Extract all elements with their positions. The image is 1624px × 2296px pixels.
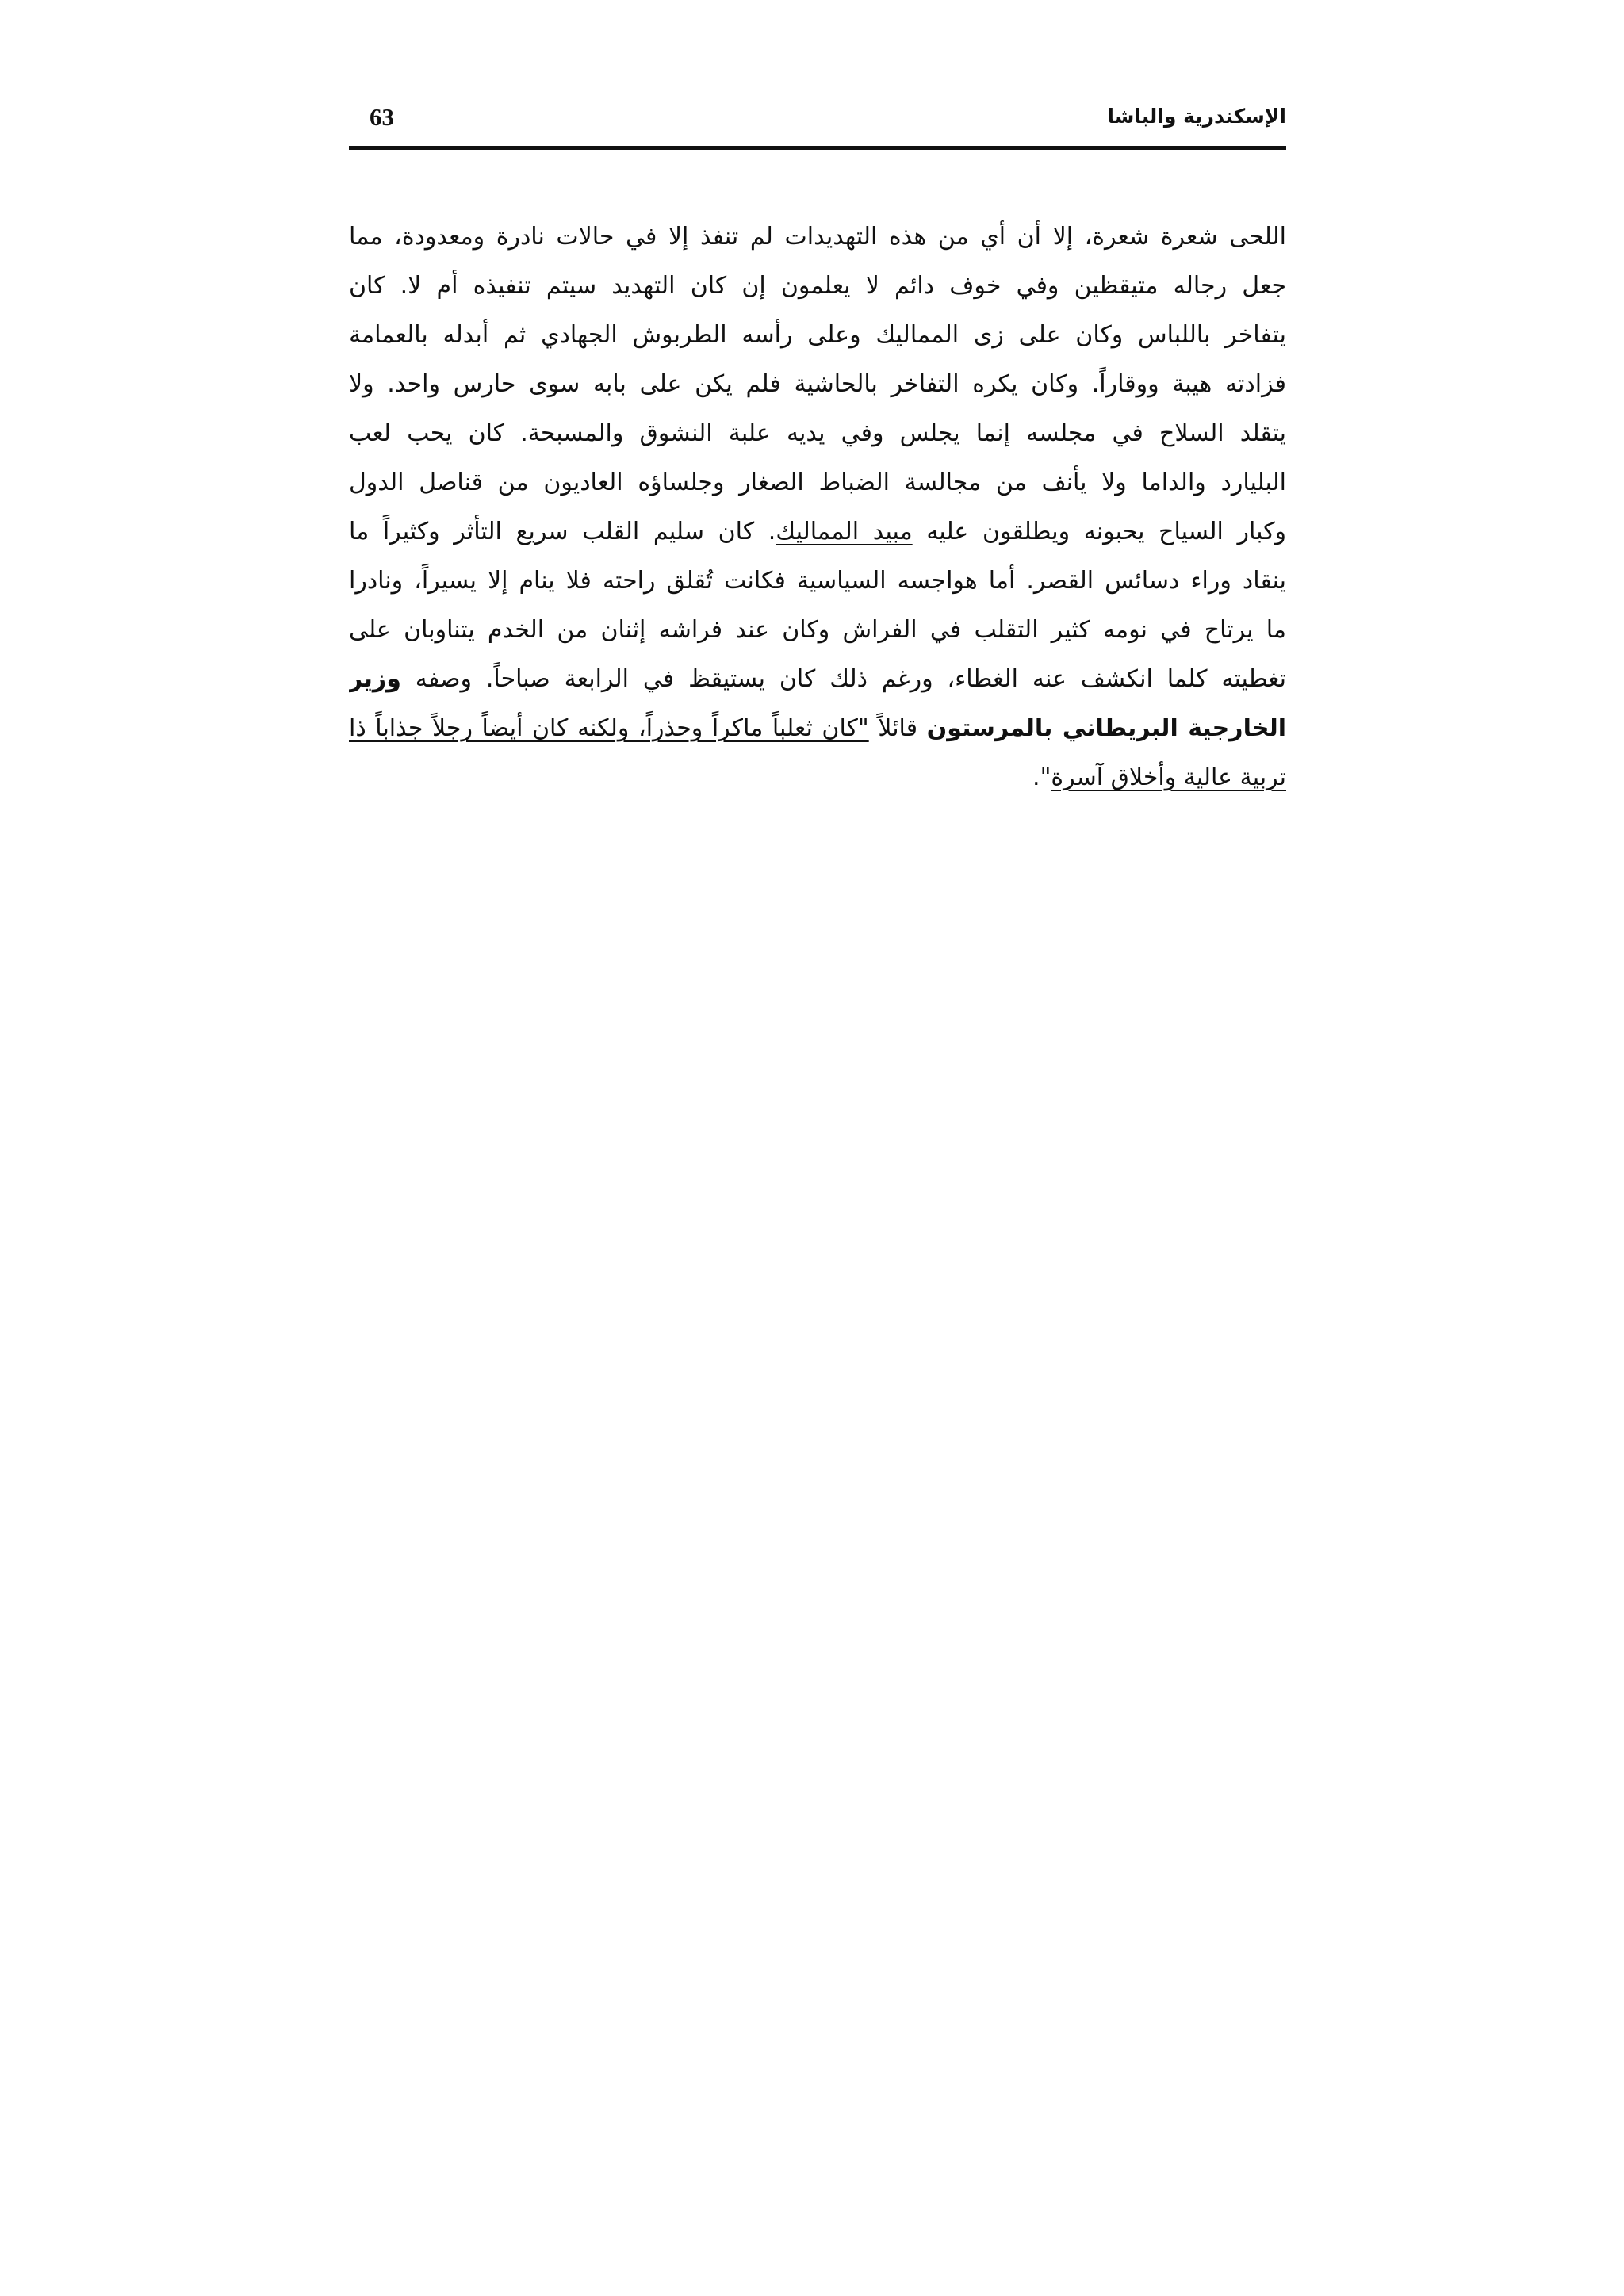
text-line-2: جعل رجاله متيقظين وفي خوف دائم لا يعلمون إن كان التهديد سيتم تنفيذه أم لا. كان xyxy=(349,272,1286,300)
body-paragraph xyxy=(349,212,1286,802)
text-line-5: يتقلد السلاح في مجلسه إنما يجلس وفي يديه علبة النشوق والمسبحة. كان يحب لعب xyxy=(349,419,1286,447)
text-line-10 xyxy=(349,655,1286,704)
bold-title-part-1: وزير xyxy=(349,665,401,693)
page-number: 63 xyxy=(370,103,394,131)
text-line-1: اللحى شعرة شعرة، إلا أن أي من هذه التهديدات لم تنفذ إلا في حالات نادرة ومعدودة، مما xyxy=(349,223,1286,251)
text-line-8: ينقاد وراء دسائس القصر. أما هواجسه السياسية فكانت تُقلق راحته فلا ينام إلا يسيراً، ونادرا xyxy=(349,567,1286,595)
underlined-quote-part-1: "كان ثعلباً ماكراً وحذراً، ولكنه كان أيضاً رجلاً جذاباً ذا xyxy=(349,714,869,742)
text-line-7-end: . كان سليم القلب سريع التأثر وكثيراً ما xyxy=(349,518,776,545)
page-header xyxy=(349,101,1286,150)
underlined-nickname: مبيد المماليك xyxy=(776,518,913,545)
text-line-10-start: تغطيته كلما انكشف عنه الغطاء، ورغم ذلك كان يستيقظ في الرابعة صباحاً. وصفه xyxy=(400,665,1286,693)
running-title: الإسكندرية والباشا xyxy=(1107,105,1286,128)
text-line-12 xyxy=(349,753,1286,802)
text-line-12-end: ". xyxy=(1032,763,1051,791)
underlined-quote-part-2: تربية عالية وأخلاق آسرة xyxy=(1051,763,1286,791)
text-line-11 xyxy=(349,704,1286,753)
text-line-4: فزادته هيبة ووقاراً. وكان يكره التفاخر بالحاشية فلم يكن على بابه سوى حارس واحد. ولا xyxy=(349,370,1286,398)
text-line-3: يتفاخر باللباس وكان على زى المماليك وعلى رأسه الطربوش الجهادي ثم أبدله بالعمامة xyxy=(349,321,1286,349)
text-line-7 xyxy=(349,507,1286,557)
text-line-7-start: وكبار السياح يحبونه ويطلقون عليه xyxy=(912,518,1286,545)
text-line-11-middle: قائلاً xyxy=(868,714,927,742)
text-line-9: ما يرتاح في نومه كثير التقلب في الفراش وكان عند فراشه إثنان من الخدم يتناوبان على xyxy=(349,616,1286,644)
text-line-6: البليارد والداما ولا يأنف من مجالسة الضباط الصغار وجلساؤه العاديون من قناصل الدول xyxy=(349,469,1286,496)
bold-title-part-2: الخارجية البريطاني بالمرستون xyxy=(926,714,1286,742)
